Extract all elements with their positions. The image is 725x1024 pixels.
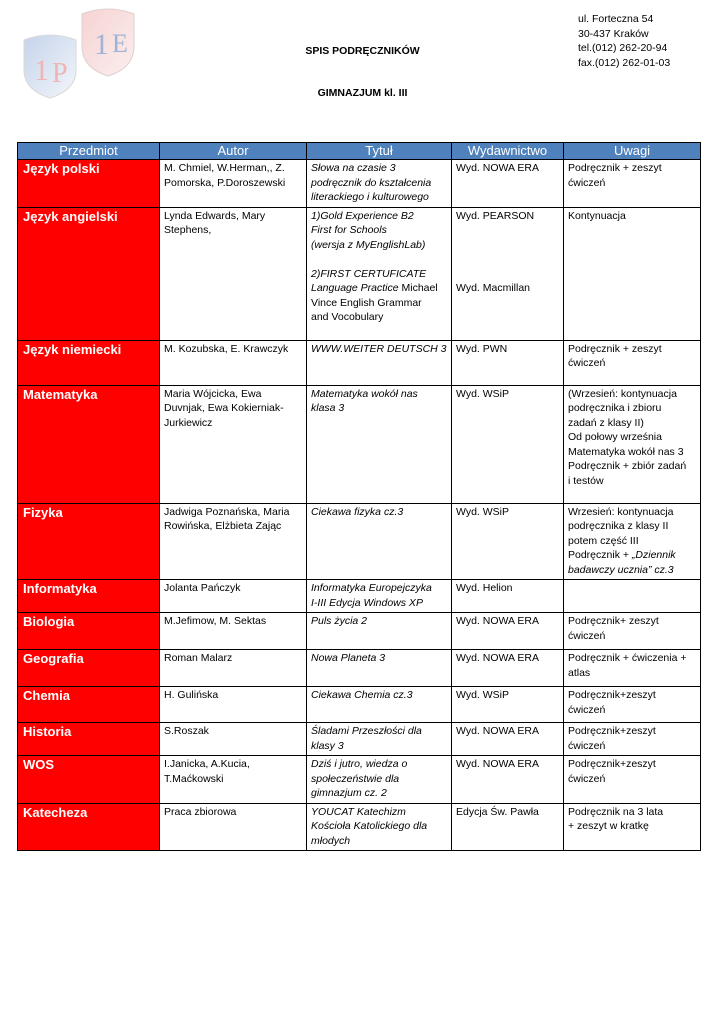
notes-line: Podręcznik + zeszyt — [568, 342, 662, 355]
notes-cell — [564, 723, 701, 756]
notes-line: Podręcznik+zeszyt — [568, 758, 656, 770]
notes-line: ćwiczeń — [568, 176, 606, 189]
subject-cell: Geografia — [18, 650, 160, 687]
document-subtitle: GIMNAZJUM kl. III — [317, 87, 408, 99]
publisher-gap — [456, 223, 559, 281]
notes-cell — [564, 503, 701, 580]
title-line: Ciekawa fizyka cz.3 — [311, 505, 404, 518]
notes-cell — [564, 207, 701, 340]
notes-cell — [564, 385, 701, 503]
header-subject: Przedmiot — [18, 143, 160, 160]
table-row — [18, 723, 701, 756]
publisher-cell — [452, 385, 564, 503]
publisher-cell — [452, 207, 564, 340]
table-row — [18, 207, 701, 340]
author-line: Lynda Edwards, Mary — [164, 209, 266, 222]
notes-line: Podręcznik na 3 lata — [568, 805, 664, 818]
notes-line: i testów — [568, 474, 604, 487]
table-row — [18, 340, 701, 385]
title-line: społeczeństwie dla — [311, 772, 400, 785]
author-cell — [160, 650, 307, 687]
publisher-line: Wyd. NOWA ERA — [456, 162, 539, 174]
table-row — [18, 650, 701, 687]
logo-letter-1-left: 1 — [34, 54, 49, 87]
notes-line: zadań z klasy II) — [568, 416, 644, 429]
subject-cell: Informatyka — [18, 580, 160, 613]
notes-line: ćwiczeń — [568, 357, 606, 369]
notes-line: badawczy ucznia” cz.3 — [568, 563, 674, 576]
author-cell — [160, 503, 307, 580]
subject-cell: Biologia — [18, 613, 160, 650]
publisher-line: Wyd. WSiP — [456, 387, 509, 400]
logo-letter-1-right: 1 — [94, 28, 109, 61]
publisher-line: Edycja Św. Pawła — [456, 805, 539, 818]
title-line: literackiego i kulturowego — [311, 191, 429, 203]
subject-cell: Katecheza — [18, 803, 160, 851]
table-header-row — [18, 143, 701, 160]
publisher-line: Wyd. PWN — [456, 342, 508, 355]
header-author: Autor — [160, 143, 307, 160]
title-line: gimnazjum cz. 2 — [311, 787, 387, 799]
notes-cell — [564, 687, 701, 723]
title-line: podręcznik do kształcenia — [311, 176, 432, 189]
address-street: ul. Forteczna 54 — [578, 13, 654, 25]
title-cell — [307, 803, 452, 851]
title-cell — [307, 723, 452, 756]
textbook-table — [17, 142, 701, 851]
title-italic-part: 2)FIRST CERTUFICATE — [311, 267, 427, 280]
notes-cell — [564, 650, 701, 687]
title-cell — [307, 687, 452, 723]
title-line — [311, 281, 447, 296]
publisher-line: Wyd. Helion — [456, 582, 513, 594]
notes-italic-part: „Dziennik — [631, 549, 676, 561]
title-cell — [307, 207, 452, 340]
title-line: First for Schools — [311, 224, 387, 236]
table-row — [18, 756, 701, 804]
publisher-cell — [452, 340, 564, 385]
publisher-line: Wyd. NOWA ERA — [456, 758, 539, 770]
notes-line: Podręcznik + zeszyt — [568, 162, 662, 174]
notes-cell — [564, 580, 701, 613]
publisher-cell — [452, 756, 564, 804]
title-line: WWW.WEITER DEUTSCH 3 — [311, 342, 447, 355]
notes-cell — [564, 340, 701, 385]
author-line: Jadwiga Poznańska, Maria — [164, 505, 290, 518]
publisher-cell — [452, 613, 564, 650]
author-line: Maria Wójcicka, Ewa — [164, 387, 262, 400]
title-line: klasy 3 — [311, 739, 344, 752]
author-cell — [160, 803, 307, 851]
title-gap — [311, 252, 447, 267]
author-line: Stephens, — [164, 224, 212, 236]
title-line: (wersja z MyEnglishLab) — [311, 238, 426, 251]
title-cell — [307, 756, 452, 804]
author-line: S.Roszak — [164, 725, 209, 737]
notes-line: atlas — [568, 666, 591, 679]
subject-cell: Chemia — [18, 687, 160, 723]
notes-line: ćwiczeń — [568, 703, 606, 716]
publisher-cell — [452, 723, 564, 756]
notes-line: Podręcznik + ćwiczenia + — [568, 652, 687, 664]
school-address — [578, 12, 670, 70]
table-row — [18, 803, 701, 851]
publisher-line: Wyd. NOWA ERA — [456, 652, 539, 664]
publisher-cell — [452, 503, 564, 580]
publisher-line: Wyd. Macmillan — [456, 282, 531, 294]
table-row — [18, 503, 701, 580]
school-logo — [20, 6, 138, 102]
notes-line — [568, 548, 696, 563]
author-cell — [160, 613, 307, 650]
table-row — [18, 687, 701, 723]
document-title: SPIS PODRĘCZNIKÓW — [305, 45, 420, 57]
notes-line: Podręcznik+zeszyt — [568, 725, 656, 737]
table-row — [18, 613, 701, 650]
title-cell — [307, 385, 452, 503]
title-line: 1)Gold Experience B2 — [311, 209, 414, 222]
publisher-line: Wyd. WSiP — [456, 505, 509, 518]
author-line: Duvnjak, Ewa Kokierniak- — [164, 402, 284, 414]
title-line: Nowa Planeta 3 — [311, 652, 386, 664]
subject-cell: Historia — [18, 723, 160, 756]
table-row — [18, 580, 701, 613]
author-line: M.Jefimow, M. Sektas — [164, 615, 267, 627]
author-cell — [160, 160, 307, 208]
subject-cell: Matematyka — [18, 385, 160, 503]
publisher-line: Wyd. NOWA ERA — [456, 725, 539, 737]
author-cell — [160, 756, 307, 804]
notes-line: Od połowy września — [568, 431, 662, 443]
author-cell — [160, 723, 307, 756]
author-line: Rowińska, Elżbieta Zając — [164, 520, 282, 532]
title-cell — [307, 613, 452, 650]
title-line: Vince English Grammar — [311, 296, 422, 309]
logo-letter-p: P — [52, 58, 68, 89]
author-cell — [160, 340, 307, 385]
title-line: klasa 3 — [311, 402, 345, 414]
header-notes: Uwagi — [564, 143, 701, 160]
title-line: Słowa na czasie 3 — [311, 162, 396, 174]
header-title: Tytuł — [307, 143, 452, 160]
title-line: Ciekawa Chemia cz.3 — [311, 689, 413, 701]
notes-line: potem część III — [568, 534, 639, 547]
author-cell — [160, 687, 307, 723]
header-publisher: Wydawnictwo — [452, 143, 564, 160]
title-line: Informatyka Europejczyka — [311, 582, 432, 594]
author-line: M. Chmiel, W.Herman,, Z. — [164, 162, 285, 174]
author-line: M. Kozubska, E. Krawczyk — [164, 342, 289, 355]
notes-regular-part: Podręcznik + — [568, 549, 632, 561]
publisher-line: Wyd. PEARSON — [456, 209, 535, 222]
publisher-cell — [452, 687, 564, 723]
notes-line: podręcznika z klasy II — [568, 520, 669, 532]
subject-cell: WOS — [18, 756, 160, 804]
title-line: and Vocobulary — [311, 311, 384, 323]
title-regular-part: Michael — [398, 282, 438, 294]
publisher-cell — [452, 803, 564, 851]
publisher-cell — [452, 580, 564, 613]
notes-line: Kontynuacja — [568, 209, 626, 222]
subject-cell: Fizyka — [18, 503, 160, 580]
notes-line: Wrzesień: kontynuacja — [568, 505, 674, 518]
title-italic-part: Language Practice — [311, 282, 399, 294]
notes-line: (Wrzesień: kontynuacja — [568, 387, 677, 400]
publisher-line: Wyd. WSiP — [456, 689, 509, 701]
subject-cell: Język niemiecki — [18, 340, 160, 385]
notes-cell — [564, 613, 701, 650]
notes-line: Podręcznik+zeszyt — [568, 689, 656, 701]
subject-cell: Język angielski — [18, 207, 160, 340]
author-line: Praca zbiorowa — [164, 805, 237, 818]
logo-shield-left — [24, 35, 76, 98]
author-line: T.Maćkowski — [164, 772, 224, 785]
table-row — [18, 160, 701, 208]
title-cell — [307, 650, 452, 687]
author-cell — [160, 385, 307, 503]
address-fax: fax.(012) 262-01-03 — [578, 56, 671, 69]
title-line: Kościoła Katolickiego dla — [311, 820, 428, 832]
table-row — [18, 385, 701, 503]
title-line: Matematyka wokół nas — [311, 387, 418, 400]
notes-cell — [564, 756, 701, 804]
title-line: Puls życia 2 — [311, 615, 368, 627]
notes-line: ćwiczeń — [568, 739, 606, 752]
title-cell — [307, 580, 452, 613]
publisher-cell — [452, 650, 564, 687]
notes-line: Matematyka wokół nas 3 — [568, 445, 684, 458]
notes-line: ćwiczeń — [568, 772, 606, 785]
publisher-line: Wyd. NOWA ERA — [456, 615, 539, 627]
address-city: 30-437 Kraków — [578, 27, 649, 40]
author-line: Jurkiewicz — [164, 416, 213, 429]
notes-line: Podręcznik + zbiór zadań — [568, 460, 687, 472]
title-line — [311, 267, 447, 282]
title-line: YOUCAT Katechizm — [311, 805, 406, 818]
notes-line: + zeszyt w kratkę — [568, 820, 649, 832]
publisher-cell — [452, 160, 564, 208]
notes-line: podręcznika i zbioru — [568, 402, 662, 414]
notes-line: ćwiczeń — [568, 629, 606, 642]
notes-cell — [564, 803, 701, 851]
title-cell — [307, 503, 452, 580]
author-cell — [160, 207, 307, 340]
subject-cell: Język polski — [18, 160, 160, 208]
author-line: H. Gulińska — [164, 689, 219, 701]
author-line: Pomorska, P.Doroszewski — [164, 176, 286, 189]
title-cell — [307, 160, 452, 208]
notes-cell — [564, 160, 701, 208]
notes-line: Podręcznik+ zeszyt — [568, 615, 659, 627]
author-line: Jolanta Pańczyk — [164, 582, 241, 594]
logo-letter-e: E — [112, 29, 128, 58]
author-line: I.Janicka, A.Kucia, — [164, 758, 250, 770]
title-cell — [307, 340, 452, 385]
title-line: młodych — [311, 834, 351, 847]
address-phone: tel.(012) 262-20-94 — [578, 42, 668, 54]
title-line: I-III Edycja Windows XP — [311, 596, 423, 609]
title-line: Śladami Przeszłości dla — [311, 725, 422, 737]
author-cell — [160, 580, 307, 613]
title-line: Dziś i jutro, wiedza o — [311, 758, 408, 770]
author-line: Roman Malarz — [164, 652, 233, 664]
